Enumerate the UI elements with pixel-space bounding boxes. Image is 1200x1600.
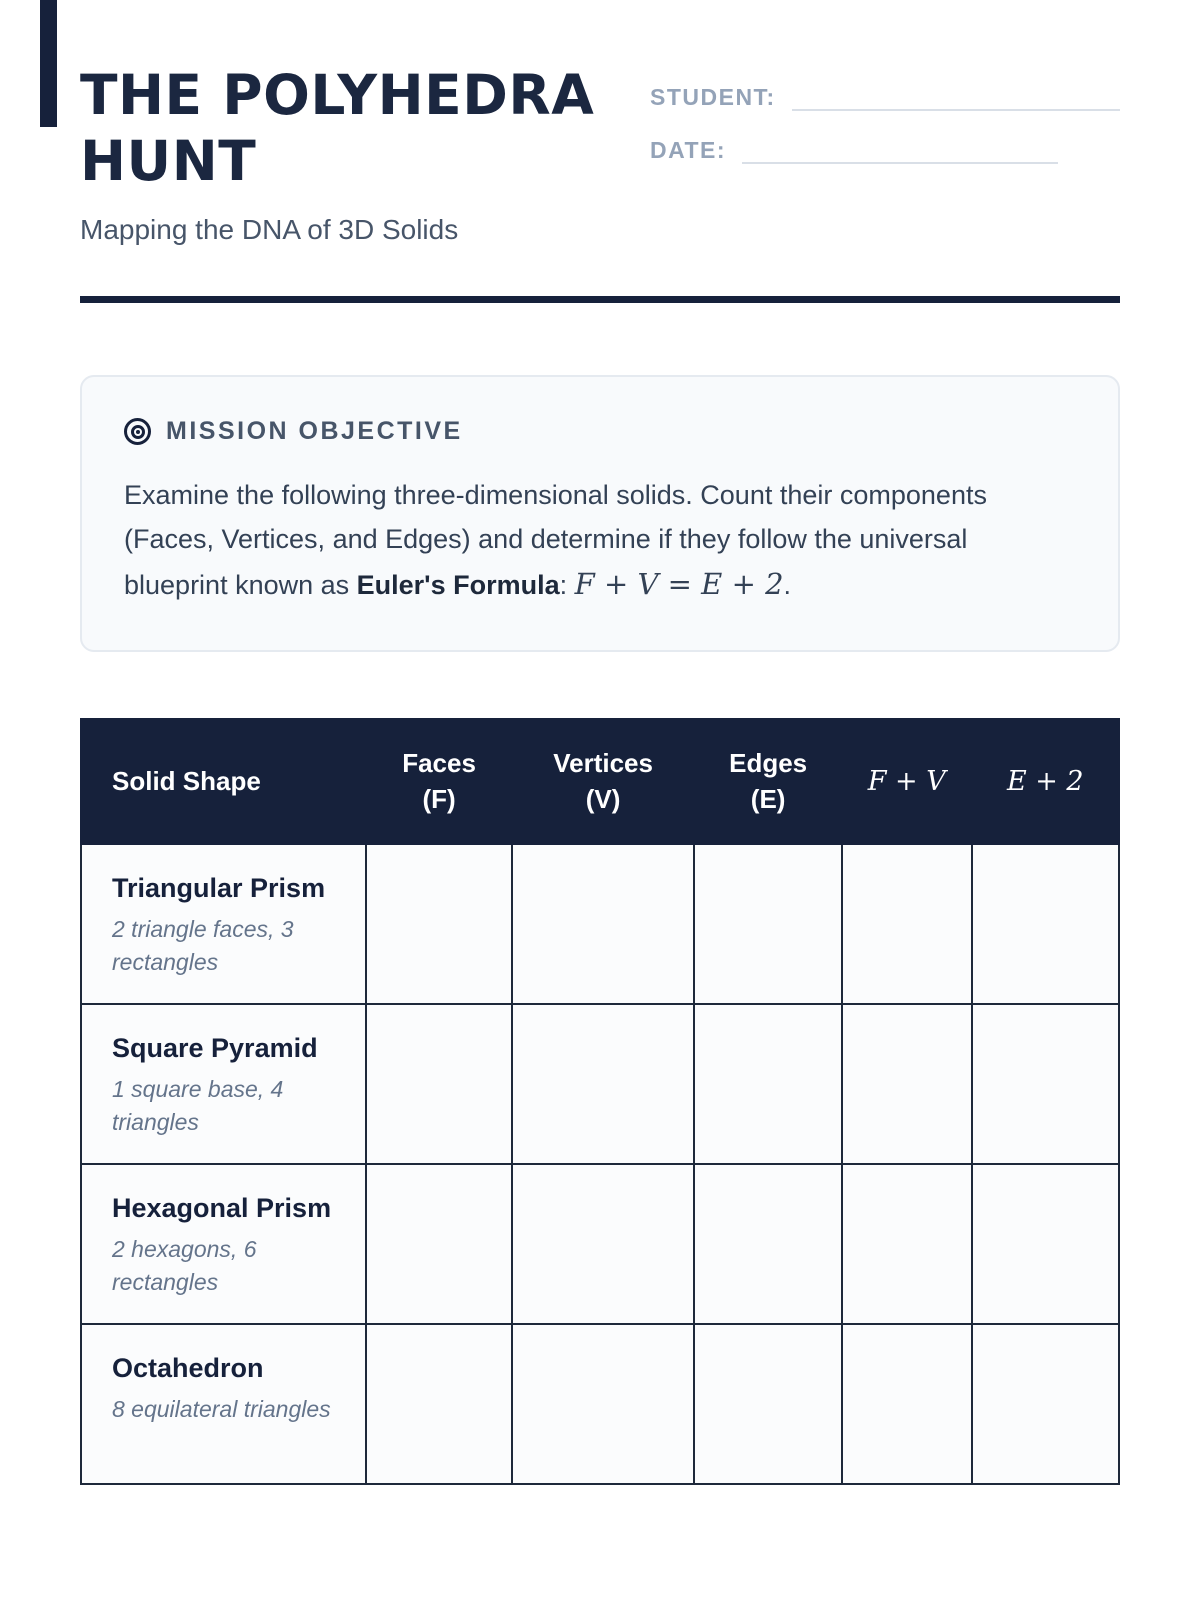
col-header-solid-shape: Solid Shape	[81, 719, 366, 843]
table-row	[81, 1324, 1119, 1484]
answer-cell-f-plus-v	[842, 844, 972, 1004]
shape-cell	[81, 844, 366, 1004]
col-header-edges: Edges (E)	[694, 719, 841, 843]
header	[80, 62, 1120, 246]
answer-cell-edges	[694, 844, 841, 1004]
shape-name: Triangular Prism	[112, 872, 326, 903]
student-fill-line	[792, 93, 1120, 111]
date-label: DATE:	[650, 137, 727, 163]
answer-cell-f-plus-v	[842, 1164, 972, 1324]
col-header-vertices: Vertices (V)	[512, 719, 695, 843]
mission-text-lead: Examine the following three-dimensional solids. Count their components (Faces, Vertices, and Edges) and determine if they follow the universal blueprint known as	[124, 480, 987, 601]
shape-name: Square Pyramid	[112, 1032, 318, 1063]
shape-desc: 1 square base, 4 triangles	[112, 1075, 284, 1135]
page-title-line2: HUNT	[80, 129, 257, 193]
answer-cell-f-plus-v	[842, 1004, 972, 1164]
header-divider	[80, 296, 1120, 303]
mission-text-period: .	[783, 570, 792, 601]
mission-objective-header	[124, 417, 1076, 446]
table-header	[81, 719, 1119, 843]
answer-cell-edges	[694, 1324, 841, 1484]
page-title	[80, 62, 594, 194]
mission-objective-box	[80, 375, 1120, 652]
answer-cell-faces	[366, 1164, 511, 1324]
answer-cell-edges	[694, 1004, 841, 1164]
polyhedra-table	[80, 718, 1120, 1484]
table-row	[81, 1004, 1119, 1164]
col-header-e-plus-2: E + 2	[972, 719, 1119, 843]
mission-objective-title: MISSION OBJECTIVE	[166, 417, 463, 445]
answer-cell-e-plus-2	[972, 1324, 1119, 1484]
answer-cell-e-plus-2	[972, 1164, 1119, 1324]
header-title-block	[80, 62, 594, 246]
shape-desc: 8 equilateral triangles	[112, 1395, 331, 1422]
shape-name: Octahedron	[112, 1352, 264, 1383]
answer-cell-f-plus-v	[842, 1324, 972, 1484]
student-field	[650, 84, 1120, 111]
shape-cell	[81, 1004, 366, 1164]
col-header-f-plus-v: F + V	[842, 719, 972, 843]
shape-desc: 2 hexagons, 6 rectangles	[112, 1235, 257, 1295]
answer-cell-vertices	[512, 1324, 695, 1484]
answer-cell-faces	[366, 1324, 511, 1484]
student-label: STUDENT:	[650, 84, 776, 110]
page-subtitle: Mapping the DNA of 3D Solids	[80, 214, 459, 245]
answer-cell-edges	[694, 1164, 841, 1324]
table-body	[81, 844, 1119, 1484]
mission-text-colon: :	[559, 570, 575, 601]
accent-bar	[40, 0, 57, 127]
answer-cell-e-plus-2	[972, 1004, 1119, 1164]
answer-cell-vertices	[512, 844, 695, 1004]
answer-cell-vertices	[512, 1164, 695, 1324]
shape-name: Hexagonal Prism	[112, 1192, 332, 1223]
shape-cell	[81, 1324, 366, 1484]
answer-cell-faces	[366, 1004, 511, 1164]
euler-formula: F + V = E + 2	[574, 567, 784, 602]
shape-cell	[81, 1164, 366, 1324]
shape-desc: 2 triangle faces, 3 rectangles	[112, 915, 294, 975]
date-fill-line	[742, 146, 1058, 164]
euler-formula-term: Euler's Formula	[356, 570, 560, 601]
name-date-block	[650, 62, 1120, 190]
answer-cell-e-plus-2	[972, 844, 1119, 1004]
page-title-line1: THE POLYHEDRA	[80, 63, 595, 127]
table-row	[81, 1164, 1119, 1324]
date-field	[650, 137, 1120, 164]
answer-cell-faces	[366, 844, 511, 1004]
mission-objective-text	[124, 474, 1076, 608]
col-header-faces: Faces (F)	[366, 719, 511, 843]
table-row	[81, 844, 1119, 1004]
answer-cell-vertices	[512, 1004, 695, 1164]
target-icon	[124, 418, 151, 445]
